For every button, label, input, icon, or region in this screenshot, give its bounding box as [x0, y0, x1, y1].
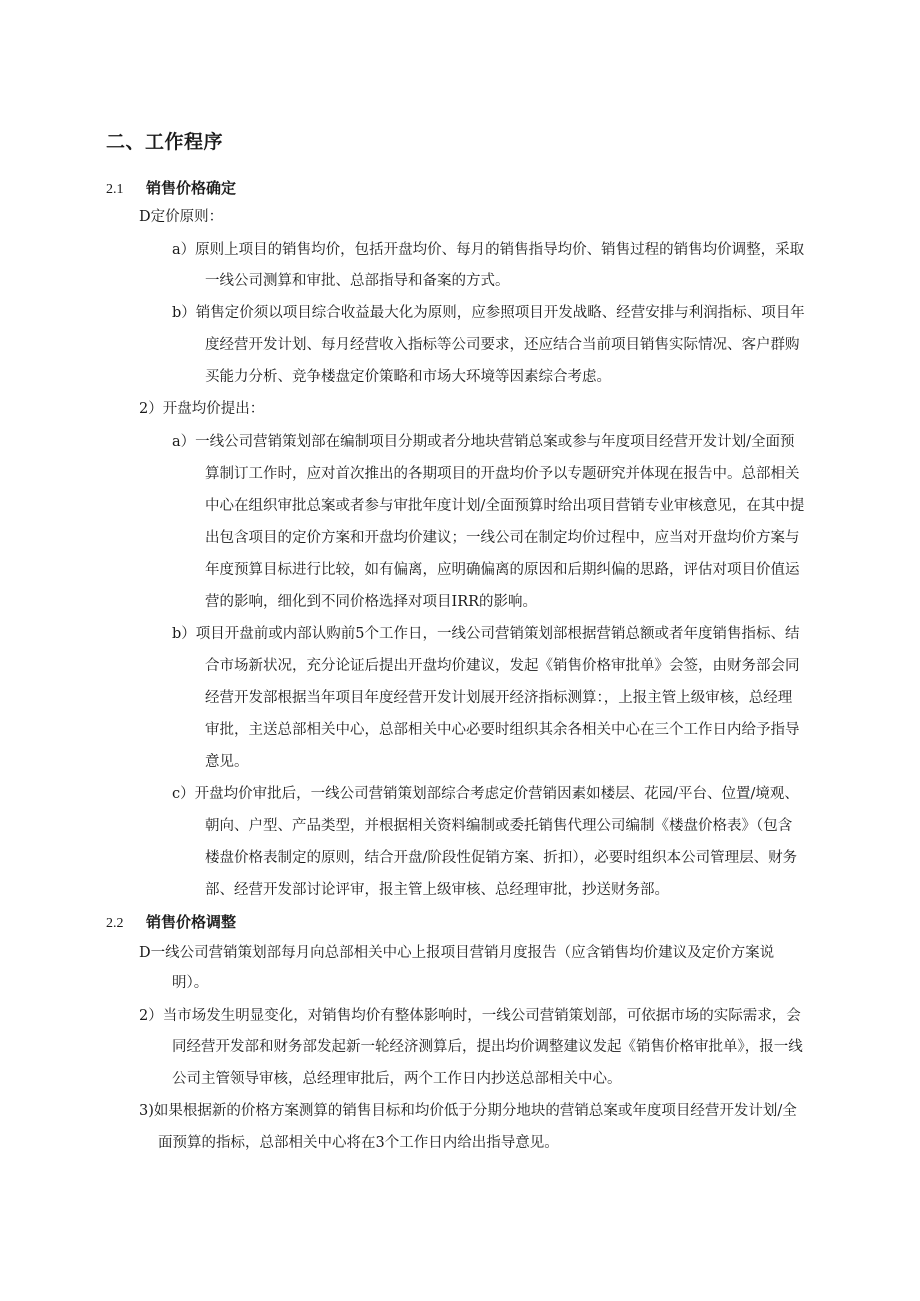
paragraph-line: 意见。 — [205, 754, 249, 770]
paragraph-line: 楼盘价格表制定的原则，结合开盘/阶段性促销方案、折扣），必要时组织本公司管理层、财务 — [205, 850, 798, 866]
paragraph-line: D一线公司营销策划部每月向总部相关中心上报项目营销月度报告（应含销售均价建议及定价方案说 — [139, 945, 775, 961]
paragraph-line: 出包含项目的定价方案和开盘均价建议；一线公司在制定均价过程中，应当对开盘均价方案与 — [205, 530, 800, 546]
paragraph-line: 面预算的指标，总部相关中心将在3个工作日内给出指导意见。 — [158, 1135, 559, 1151]
paragraph-line: 同经营开发部和财务部发起新一轮经济测算后，提出均价调整建议发起《销售价格审批单》，报一线 — [172, 1039, 803, 1055]
paragraph-line: 一线公司测算和审批、总部指导和备案的方式。 — [205, 273, 510, 289]
paragraph-line: 朝向、户型、产品类型，并根据相关资料编制或委托销售代理公司编制《楼盘价格表》（包含 — [205, 818, 793, 834]
paragraph-line: b）销售定价须以项目综合收益最大化为原则，应参照项目开发战略、经营安排与利润指标、项目年 — [172, 305, 805, 321]
paragraph-line: 营的影响，细化到不同价格选择对项目IRR的影响。 — [205, 594, 538, 610]
paragraph-line: 明）。 — [172, 975, 209, 991]
paragraph-line: 公司主管领导审核，总经理审批后，两个工作日内抄送总部相关中心。 — [172, 1071, 622, 1087]
paragraph-line: 算制订工作时，应对首次推出的各期项目的开盘均价予以专题研究并体现在报告中。总部相关 — [205, 466, 800, 482]
paragraph-line: 度经营开发计划、每月经营收入指标等公司要求，还应结合当前项目销售实际情况、客户群购 — [205, 337, 800, 353]
paragraph-line: c）开盘均价审批后，一线公司营销策划部综合考虑定价营销因素如楼层、花园/平台、位置/境观、 — [172, 786, 799, 802]
paragraph-line: b）项目开盘前或内部认购前5个工作日，一线公司营销策划部根据营销总额或者年度销售指标、结 — [172, 626, 800, 642]
paragraph-line: 年度预算目标进行比较，如有偏离，应明确偏离的原因和后期纠偏的思路，评估对项目价值运 — [205, 562, 800, 578]
section-title: 销售价格确定 — [146, 179, 237, 197]
page-title: 二、工作程序 — [106, 131, 224, 153]
paragraph-line: 中心在组织审批总案或者参与审批年度计划/全面预算时给出项目营销专业审核意见，在其中提 — [205, 498, 805, 514]
section-heading-2-2 — [106, 911, 236, 932]
subsection-label: D定价原则： — [139, 209, 224, 225]
paragraph-line: 合市场新状况，充分论证后提出开盘均价建议，发起《销售价格审批单》会签，由财务部会同 — [205, 658, 800, 674]
paragraph-line: 审批，主送总部相关中心，总部相关中心必要时组织其余各相关中心在三个工作日内给予指导 — [205, 722, 800, 738]
paragraph-line: 3)如果根据新的价格方案测算的销售目标和均价低于分期分地块的营销总案或年度项目经营开发计划/全 — [139, 1103, 797, 1119]
section-title: 销售价格调整 — [146, 913, 237, 931]
section-number: 2.1 — [106, 182, 124, 197]
section-heading-2-1 — [106, 177, 236, 198]
paragraph-line: 2）当市场发生明显变化，对销售均价有整体影响时，一线公司营销策划部，可依据市场的实际需求，会 — [139, 1008, 801, 1024]
subsection-label: 2）开盘均价提出： — [139, 401, 265, 417]
paragraph-line: a）一线公司营销策划部在编制项目分期或者分地块营销总案或参与年度项目经营开发计划/全面预 — [172, 434, 795, 450]
paragraph-line: 经营开发部根据当年项目年度经营开发计划展开经济指标测算：，上报主管上级审核，总经理 — [205, 690, 793, 706]
section-number: 2.2 — [106, 916, 124, 931]
paragraph-line: 买能力分析、竞争楼盘定价策略和市场大环境等因素综合考虑。 — [205, 369, 611, 385]
paragraph-line: 部、经营开发部讨论评审，报主管上级审核、总经理审批，抄送财务部。 — [205, 882, 669, 898]
paragraph-line: a）原则上项目的销售均价，包括开盘均价、每月的销售指导均价、销售过程的销售均价调整，采取 — [172, 242, 805, 258]
